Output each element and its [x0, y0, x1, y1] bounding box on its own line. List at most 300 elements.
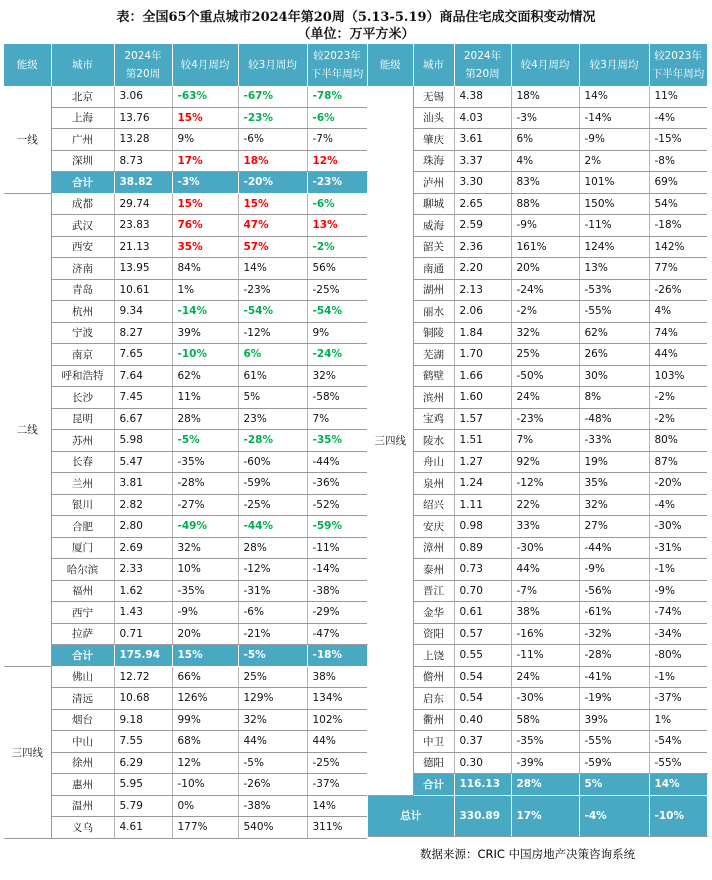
area-value-cell: 10.68 [114, 688, 172, 710]
vs-mar-cell: -12% [238, 559, 307, 581]
table-row [4, 473, 367, 495]
vs-2023h2-cell: -8% [649, 150, 707, 172]
vs-apr-cell: 83% [511, 172, 579, 194]
table-row [4, 430, 367, 452]
table-row [368, 215, 707, 237]
area-value-cell: 9.18 [114, 709, 172, 731]
grand-total-label: 总计 [368, 795, 454, 836]
vs-2023h2-cell: -2% [649, 408, 707, 430]
vs-mar-cell: -6% [238, 129, 307, 151]
header-city: 城市 [51, 44, 114, 86]
city-cell: 威海 [413, 215, 454, 237]
vs-mar-cell: 19% [579, 451, 649, 473]
area-value-cell: 1.57 [454, 408, 511, 430]
vs-mar-cell: 35% [579, 473, 649, 495]
vs-apr-cell: 24% [511, 666, 579, 688]
vs-2023h2-cell: -80% [649, 645, 707, 667]
vs-apr-cell: 12% [172, 752, 238, 774]
vs-2023h2-cell: -58% [307, 387, 367, 409]
vs-mar-cell: -53% [579, 279, 649, 301]
area-value-cell: 1.60 [454, 387, 511, 409]
vs-mar-cell: 2% [579, 150, 649, 172]
table-row [368, 602, 707, 624]
vs-mar-cell: 44% [238, 731, 307, 753]
vs-apr-cell: -9% [172, 602, 238, 624]
city-cell: 合肥 [51, 516, 114, 538]
city-cell: 湖州 [413, 279, 454, 301]
city-cell: 成都 [51, 193, 114, 215]
vs-mar-cell: -26% [238, 774, 307, 796]
vs-mar-cell: 15% [238, 193, 307, 215]
header-week: 2024年 第20周 [114, 44, 172, 86]
city-cell: 武汉 [51, 215, 114, 237]
area-value-cell: 1.70 [454, 344, 511, 366]
vs-apr-cell: -35% [172, 580, 238, 602]
vs-mar-cell: -28% [579, 645, 649, 667]
vs-2023h2-cell: 44% [307, 731, 367, 753]
city-cell: 珠海 [413, 150, 454, 172]
area-value-cell: 3.30 [454, 172, 511, 194]
vs-2023h2-cell: -15% [649, 129, 707, 151]
city-cell: 韶关 [413, 236, 454, 258]
vs-mar-cell: 5% [238, 387, 307, 409]
vs-2023h2-cell: -52% [307, 494, 367, 516]
area-value-cell: 2.65 [454, 193, 511, 215]
vs-apr-cell: 17% [172, 150, 238, 172]
area-value-cell: 12.72 [114, 666, 172, 688]
tier-label: 三四线 [368, 86, 413, 795]
table-row [368, 365, 707, 387]
vs-2023h2-cell: -74% [649, 602, 707, 624]
city-cell: 南京 [51, 344, 114, 366]
vs-mar-cell: -9% [579, 129, 649, 151]
header-tier: 能级 [4, 44, 51, 86]
vs-apr-cell: -28% [172, 473, 238, 495]
area-value-cell: 0.73 [454, 559, 511, 581]
grand-total-row [368, 795, 707, 836]
vs-2023h2-cell: 87% [649, 451, 707, 473]
table-row [368, 387, 707, 409]
area-value-cell: 7.64 [114, 365, 172, 387]
vs-2023h2-cell: 12% [307, 150, 367, 172]
subtotal-label: 合计 [51, 645, 114, 667]
vs-apr-cell: 32% [511, 322, 579, 344]
vs-mar-cell: 32% [238, 709, 307, 731]
vs-2023h2-cell: 74% [649, 322, 707, 344]
vs-2023h2-cell: -36% [307, 473, 367, 495]
vs-mar-cell: -55% [579, 731, 649, 753]
vs-mar-cell: 30% [579, 365, 649, 387]
vs-2023h2-cell: -20% [649, 473, 707, 495]
vs-2023h2-cell: -59% [307, 516, 367, 538]
header-city: 城市 [413, 44, 454, 86]
table-row [4, 731, 367, 753]
city-cell: 芜湖 [413, 344, 454, 366]
city-cell: 资阳 [413, 623, 454, 645]
table-row [368, 129, 707, 151]
vs-mar-cell: -55% [579, 301, 649, 323]
city-cell: 福州 [51, 580, 114, 602]
table-row [4, 107, 367, 129]
city-cell: 惠州 [51, 774, 114, 796]
vs-apr-cell: -24% [511, 279, 579, 301]
table-row [4, 387, 367, 409]
table-row [368, 494, 707, 516]
vs-2023h2-cell: -1% [649, 559, 707, 581]
area-value-cell: 2.33 [114, 559, 172, 581]
area-value-cell: 0.98 [454, 516, 511, 538]
vs-apr-cell: 25% [511, 344, 579, 366]
city-cell: 佛山 [51, 666, 114, 688]
subtotal-vs-mar: -5% [238, 645, 307, 667]
vs-mar-cell: 150% [579, 193, 649, 215]
vs-apr-cell: 35% [172, 236, 238, 258]
vs-mar-cell: 13% [579, 258, 649, 280]
vs-mar-cell: 26% [579, 344, 649, 366]
vs-apr-cell: 9% [172, 129, 238, 151]
vs-apr-cell: 39% [172, 322, 238, 344]
vs-2023h2-cell: 4% [649, 301, 707, 323]
vs-apr-cell: -10% [172, 774, 238, 796]
vs-apr-cell: 22% [511, 494, 579, 516]
table-row [4, 817, 367, 839]
vs-apr-cell: 177% [172, 817, 238, 839]
vs-2023h2-cell: 38% [307, 666, 367, 688]
vs-2023h2-cell: -25% [307, 279, 367, 301]
area-value-cell: 4.38 [454, 86, 511, 107]
table-row [4, 129, 367, 151]
vs-2023h2-cell: -14% [307, 559, 367, 581]
vs-2023h2-cell: -37% [307, 774, 367, 796]
tier-label: 一线 [4, 86, 51, 193]
vs-mar-cell: 8% [579, 387, 649, 409]
vs-apr-cell: -30% [511, 537, 579, 559]
table-row [368, 580, 707, 602]
vs-apr-cell: 76% [172, 215, 238, 237]
vs-mar-cell: 32% [579, 494, 649, 516]
area-value-cell: 5.95 [114, 774, 172, 796]
area-value-cell: 8.27 [114, 322, 172, 344]
city-cell: 汕头 [413, 107, 454, 129]
vs-apr-cell: 1% [172, 279, 238, 301]
vs-apr-cell: 66% [172, 666, 238, 688]
vs-apr-cell: -12% [511, 473, 579, 495]
vs-2023h2-cell: -26% [649, 279, 707, 301]
vs-mar-cell: 47% [238, 215, 307, 237]
city-cell: 厦门 [51, 537, 114, 559]
area-value-cell: 0.70 [454, 580, 511, 602]
vs-2023h2-cell: -4% [649, 494, 707, 516]
vs-apr-cell: 28% [172, 408, 238, 430]
area-value-cell: 0.55 [454, 645, 511, 667]
table-row [368, 623, 707, 645]
vs-mar-cell: -59% [579, 752, 649, 774]
vs-apr-cell: 161% [511, 236, 579, 258]
vs-apr-cell: 15% [172, 193, 238, 215]
city-cell: 铜陵 [413, 322, 454, 344]
area-value-cell: 2.36 [454, 236, 511, 258]
table-row [4, 258, 367, 280]
subtotal-row [4, 645, 367, 667]
city-cell: 西安 [51, 236, 114, 258]
vs-2023h2-cell: 11% [649, 86, 707, 107]
city-cell: 银川 [51, 494, 114, 516]
table-row [368, 344, 707, 366]
table-row [4, 623, 367, 645]
vs-apr-cell: -27% [172, 494, 238, 516]
vs-mar-cell: -48% [579, 408, 649, 430]
tier-label: 二线 [4, 193, 51, 666]
vs-apr-cell: -14% [172, 301, 238, 323]
vs-2023h2-cell: -11% [307, 537, 367, 559]
area-value-cell: 2.59 [454, 215, 511, 237]
area-value-cell: 2.20 [454, 258, 511, 280]
area-value-cell: 0.40 [454, 709, 511, 731]
vs-mar-cell: 18% [238, 150, 307, 172]
area-value-cell: 1.11 [454, 494, 511, 516]
vs-mar-cell: 129% [238, 688, 307, 710]
city-cell: 哈尔滨 [51, 559, 114, 581]
vs-mar-cell: -56% [579, 580, 649, 602]
area-value-cell: 7.55 [114, 731, 172, 753]
vs-2023h2-cell: 1% [649, 709, 707, 731]
table-row [4, 688, 367, 710]
city-cell: 西宁 [51, 602, 114, 624]
table-row [368, 279, 707, 301]
vs-mar-cell: -59% [238, 473, 307, 495]
city-cell: 漳州 [413, 537, 454, 559]
area-value-cell: 2.06 [454, 301, 511, 323]
vs-mar-cell: -25% [238, 494, 307, 516]
city-cell: 宝鸡 [413, 408, 454, 430]
grand-total-vs-apr: 17% [511, 795, 579, 836]
grand-total-vs-mar: -4% [579, 795, 649, 836]
vs-mar-cell: -14% [579, 107, 649, 129]
vs-apr-cell: -16% [511, 623, 579, 645]
vs-mar-cell: 101% [579, 172, 649, 194]
area-value-cell: 6.29 [114, 752, 172, 774]
vs-mar-cell: -44% [579, 537, 649, 559]
vs-mar-cell: -6% [238, 602, 307, 624]
city-cell: 长春 [51, 451, 114, 473]
area-value-cell: 0.71 [114, 623, 172, 645]
vs-apr-cell: 11% [172, 387, 238, 409]
vs-apr-cell: -39% [511, 752, 579, 774]
city-cell: 青岛 [51, 279, 114, 301]
city-cell: 杭州 [51, 301, 114, 323]
area-value-cell: 1.27 [454, 451, 511, 473]
vs-mar-cell: -12% [238, 322, 307, 344]
area-value-cell: 1.66 [454, 365, 511, 387]
city-cell: 安庆 [413, 516, 454, 538]
header-vs-mar: 较3月周均 [238, 44, 307, 86]
table-row [368, 258, 707, 280]
vs-2023h2-cell: -18% [649, 215, 707, 237]
vs-apr-cell: -11% [511, 645, 579, 667]
vs-2023h2-cell: -25% [307, 752, 367, 774]
city-cell: 鹤壁 [413, 365, 454, 387]
area-value-cell: 3.06 [114, 86, 172, 107]
subtotal-label: 合计 [51, 172, 114, 194]
vs-mar-cell: -67% [238, 86, 307, 107]
subtotal-vs-2023h2: -18% [307, 645, 367, 667]
right-data-table [368, 44, 708, 837]
city-cell: 儋州 [413, 666, 454, 688]
vs-apr-cell: -10% [172, 344, 238, 366]
vs-mar-cell: 6% [238, 344, 307, 366]
area-value-cell: 2.13 [454, 279, 511, 301]
city-cell: 中卫 [413, 731, 454, 753]
city-cell: 无锡 [413, 86, 454, 107]
vs-apr-cell: -3% [511, 107, 579, 129]
left-data-table [4, 44, 368, 839]
area-value-cell: 13.28 [114, 129, 172, 151]
vs-mar-cell: -61% [579, 602, 649, 624]
city-cell: 丽水 [413, 301, 454, 323]
vs-2023h2-cell: -37% [649, 688, 707, 710]
table-row [368, 451, 707, 473]
vs-mar-cell: -23% [238, 107, 307, 129]
area-value-cell: 4.61 [114, 817, 172, 839]
vs-apr-cell: 4% [511, 150, 579, 172]
vs-2023h2-cell: 77% [649, 258, 707, 280]
subtotal-vs-mar: -20% [238, 172, 307, 194]
city-cell: 衢州 [413, 709, 454, 731]
vs-apr-cell: 88% [511, 193, 579, 215]
vs-apr-cell: 7% [511, 430, 579, 452]
vs-apr-cell: 18% [511, 86, 579, 107]
vs-apr-cell: 20% [511, 258, 579, 280]
header-vs-apr: 较4月周均 [511, 44, 579, 86]
page-title: 表：全国65个重点城市2024年第20周（5.13-5.19）商品住宅成交面积变动情况 [116, 10, 596, 25]
vs-2023h2-cell: 44% [649, 344, 707, 366]
city-cell: 晋江 [413, 580, 454, 602]
vs-mar-cell: -11% [579, 215, 649, 237]
vs-2023h2-cell: 9% [307, 322, 367, 344]
table-row [4, 279, 367, 301]
area-value-cell: 8.73 [114, 150, 172, 172]
city-cell: 苏州 [51, 430, 114, 452]
table-row [368, 731, 707, 753]
vs-apr-cell: 32% [172, 537, 238, 559]
area-value-cell: 6.67 [114, 408, 172, 430]
area-value-cell: 0.54 [454, 688, 511, 710]
vs-2023h2-cell: 103% [649, 365, 707, 387]
header-vs-apr: 较4月周均 [172, 44, 238, 86]
area-value-cell: 0.37 [454, 731, 511, 753]
city-cell: 济南 [51, 258, 114, 280]
area-value-cell: 0.30 [454, 752, 511, 774]
vs-mar-cell: 14% [579, 86, 649, 107]
area-value-cell: 13.76 [114, 107, 172, 129]
vs-apr-cell: -35% [172, 451, 238, 473]
city-cell: 拉萨 [51, 623, 114, 645]
city-cell: 泸州 [413, 172, 454, 194]
vs-mar-cell: -60% [238, 451, 307, 473]
city-cell: 宁波 [51, 322, 114, 344]
vs-2023h2-cell: 54% [649, 193, 707, 215]
vs-2023h2-cell: -7% [307, 129, 367, 151]
vs-2023h2-cell: -54% [307, 301, 367, 323]
table-row [368, 193, 707, 215]
vs-2023h2-cell: -54% [649, 731, 707, 753]
city-cell: 长沙 [51, 387, 114, 409]
area-value-cell: 3.37 [454, 150, 511, 172]
vs-2023h2-cell: 69% [649, 172, 707, 194]
vs-apr-cell: 15% [172, 107, 238, 129]
vs-mar-cell: 62% [579, 322, 649, 344]
vs-mar-cell: 14% [238, 258, 307, 280]
vs-2023h2-cell: -55% [649, 752, 707, 774]
subtotal-vs-apr: 15% [172, 645, 238, 667]
table-row [4, 494, 367, 516]
vs-apr-cell: 126% [172, 688, 238, 710]
vs-2023h2-cell: -30% [649, 516, 707, 538]
vs-2023h2-cell: 13% [307, 215, 367, 237]
vs-apr-cell: 20% [172, 623, 238, 645]
table-row [4, 86, 367, 107]
vs-apr-cell: -50% [511, 365, 579, 387]
vs-apr-cell: -63% [172, 86, 238, 107]
city-cell: 上海 [51, 107, 114, 129]
vs-apr-cell: 24% [511, 387, 579, 409]
table-row [4, 344, 367, 366]
table-row [368, 709, 707, 731]
table-row [4, 752, 367, 774]
subtotal-vs-2023h2: 14% [649, 774, 707, 796]
area-value-cell: 9.34 [114, 301, 172, 323]
table-row [4, 193, 367, 215]
table-row [4, 774, 367, 796]
vs-2023h2-cell: -6% [307, 107, 367, 129]
area-value-cell: 5.79 [114, 795, 172, 817]
subtotal-value: 38.82 [114, 172, 172, 194]
area-value-cell: 1.51 [454, 430, 511, 452]
city-cell: 清远 [51, 688, 114, 710]
city-cell: 陵水 [413, 430, 454, 452]
vs-mar-cell: -38% [238, 795, 307, 817]
header-vs-2023: 较2023年 下半年周均 [649, 44, 707, 86]
vs-2023h2-cell: -38% [307, 580, 367, 602]
city-cell: 启东 [413, 688, 454, 710]
table-row [4, 451, 367, 473]
subtotal-vs-apr: 28% [511, 774, 579, 796]
area-value-cell: 0.57 [454, 623, 511, 645]
subtotal-row [4, 172, 367, 194]
vs-mar-cell: -9% [579, 559, 649, 581]
table-row [368, 430, 707, 452]
vs-2023h2-cell: -9% [649, 580, 707, 602]
city-cell: 泰州 [413, 559, 454, 581]
vs-mar-cell: -19% [579, 688, 649, 710]
table-row [4, 322, 367, 344]
area-value-cell: 1.24 [454, 473, 511, 495]
vs-mar-cell: -28% [238, 430, 307, 452]
city-cell: 北京 [51, 86, 114, 107]
table-row [4, 666, 367, 688]
vs-apr-cell: -35% [511, 731, 579, 753]
vs-mar-cell: -44% [238, 516, 307, 538]
table-row [4, 215, 367, 237]
vs-2023h2-cell: 7% [307, 408, 367, 430]
tier-label: 三四线 [4, 666, 51, 838]
city-cell: 舟山 [413, 451, 454, 473]
vs-2023h2-cell: -2% [307, 236, 367, 258]
vs-2023h2-cell: -44% [307, 451, 367, 473]
vs-2023h2-cell: -2% [649, 387, 707, 409]
vs-apr-cell: 10% [172, 559, 238, 581]
vs-2023h2-cell: 102% [307, 709, 367, 731]
